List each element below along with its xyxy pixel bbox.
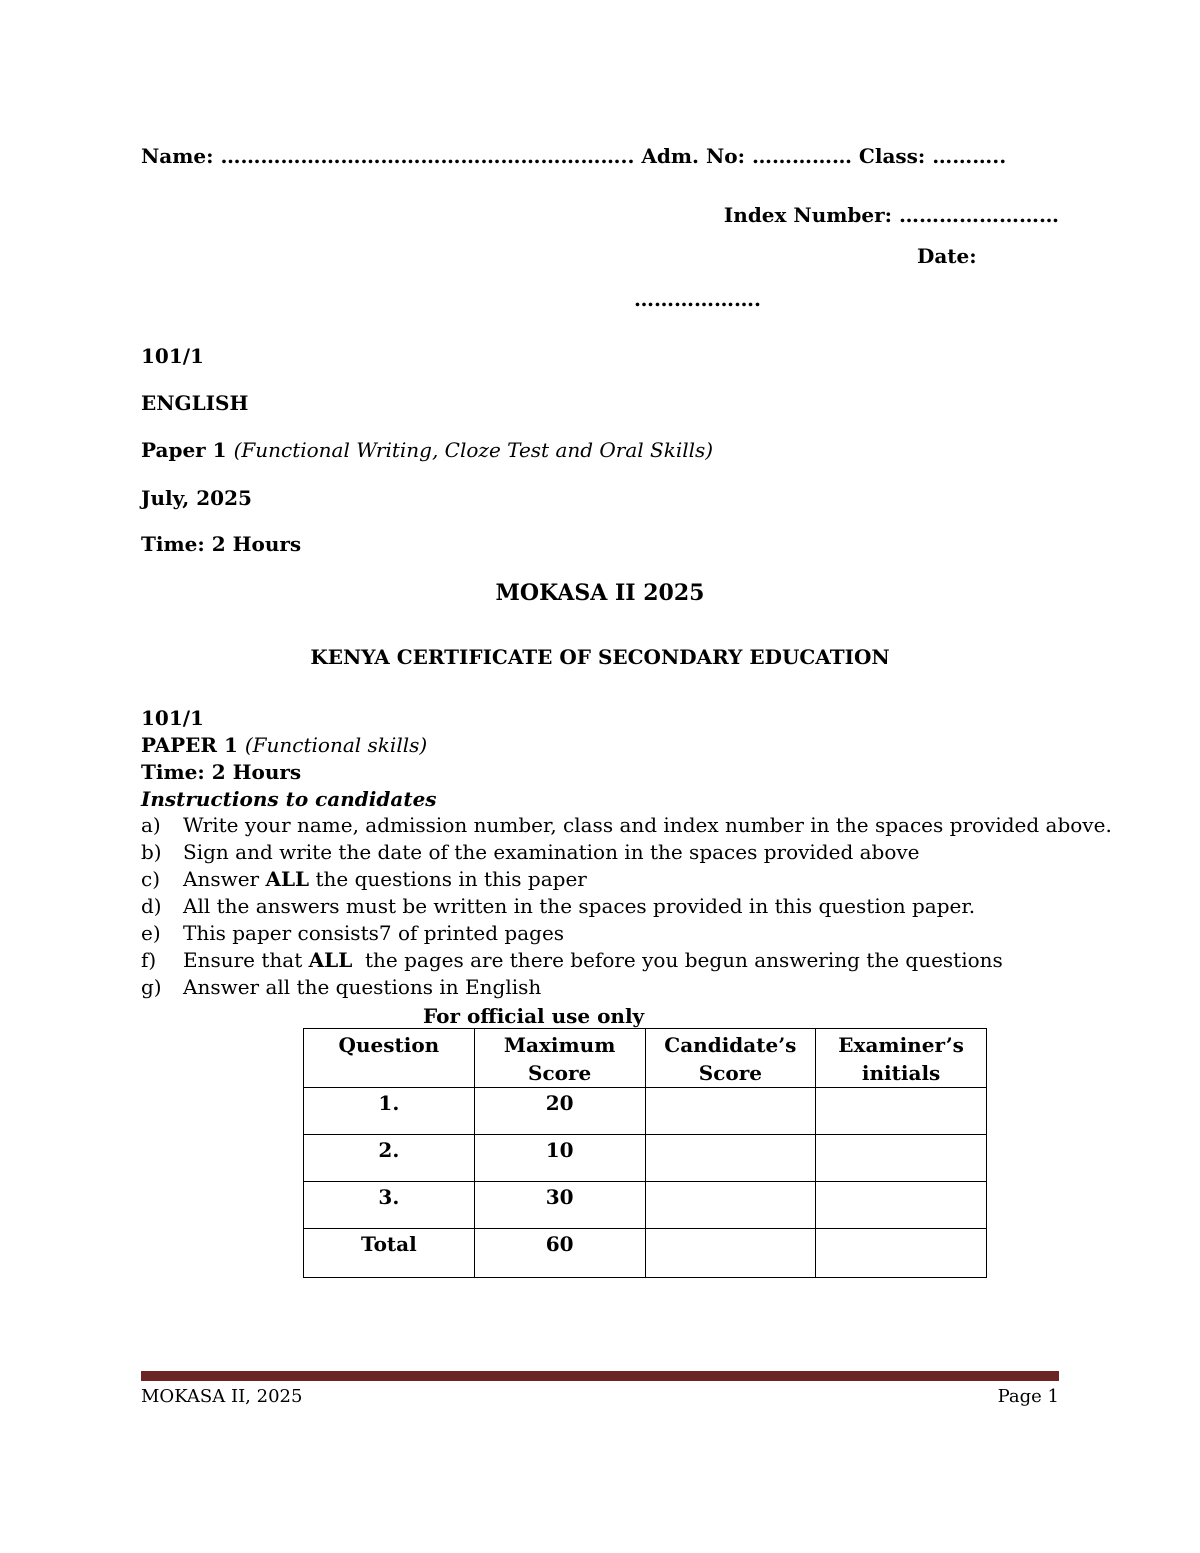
item-text: This paper consists7 of printed pages bbox=[183, 921, 565, 945]
table-row bbox=[304, 1088, 987, 1135]
date-label: Date: bbox=[917, 244, 977, 268]
paper-description: (Functional Writing, Cloze Test and Oral Skills) bbox=[233, 438, 714, 462]
class-field[interactable]: ……….. bbox=[932, 144, 1007, 168]
instructions-list bbox=[141, 812, 1112, 1001]
details-paper-label: PAPER 1 bbox=[141, 733, 238, 757]
exam-title: MOKASA II 2025 bbox=[495, 580, 705, 606]
footer-exam-name: MOKASA II, 2025 bbox=[141, 1386, 303, 1407]
item-letter: c) bbox=[141, 867, 161, 891]
details-time: Time: 2 Hours bbox=[141, 760, 302, 784]
subject-name: ENGLISH bbox=[141, 391, 249, 415]
header-candidate-score: Candidate’s Score bbox=[645, 1029, 816, 1088]
item-letter: e) bbox=[141, 921, 161, 945]
cell-candidate-score[interactable] bbox=[645, 1229, 816, 1278]
cell-max-score: 10 bbox=[474, 1135, 645, 1182]
candidate-info-line bbox=[141, 144, 1006, 168]
item-text: Sign and write the date of the examination in the spaces provided above bbox=[183, 840, 920, 864]
footer-divider bbox=[141, 1371, 1059, 1381]
header-maximum-score: Maximum Score bbox=[474, 1029, 645, 1088]
cell-max-score: 60 bbox=[474, 1229, 645, 1278]
list-item bbox=[141, 812, 1112, 839]
list-item bbox=[141, 920, 1061, 947]
item-letter: a) bbox=[141, 813, 161, 837]
details-paper-description: (Functional skills) bbox=[244, 733, 428, 757]
name-label: Name: bbox=[141, 144, 214, 168]
item-text: Write your name, admission number, class and index number in the spaces provided above. bbox=[183, 813, 1112, 837]
list-item bbox=[141, 893, 1061, 920]
cell-examiner-initials[interactable] bbox=[816, 1182, 987, 1229]
cell-question: 3. bbox=[304, 1182, 475, 1229]
exam-date: July, 2025 bbox=[141, 486, 252, 510]
cell-question: 1. bbox=[304, 1088, 475, 1135]
index-field[interactable]: …………………… bbox=[899, 203, 1059, 227]
adm-field[interactable]: …………… bbox=[751, 144, 852, 168]
item-letter: b) bbox=[141, 840, 162, 864]
paper-code: 101/1 bbox=[141, 344, 204, 368]
cell-max-score: 30 bbox=[474, 1182, 645, 1229]
index-number-line bbox=[724, 203, 1059, 227]
list-item bbox=[141, 866, 1061, 893]
item-text: Ensure that ALL the pages are there before you begun answering the questions bbox=[183, 948, 1003, 972]
cell-examiner-initials[interactable] bbox=[816, 1229, 987, 1278]
list-item bbox=[141, 974, 1061, 1001]
date-field[interactable]: ………………. bbox=[634, 287, 761, 311]
instructions-heading: Instructions to candidates bbox=[141, 787, 437, 811]
table-row-total bbox=[304, 1229, 987, 1278]
name-field[interactable]: …………………………………………………….. bbox=[220, 144, 635, 168]
header-examiner-initials: Examiner’s initials bbox=[816, 1029, 987, 1088]
cell-candidate-score[interactable] bbox=[645, 1135, 816, 1182]
cell-candidate-score[interactable] bbox=[645, 1182, 816, 1229]
details-paper bbox=[141, 733, 427, 757]
certificate-title: KENYA CERTIFICATE OF SECONDARY EDUCATION bbox=[310, 645, 890, 669]
header-question: Question bbox=[304, 1029, 475, 1088]
footer-page-number: Page 1 bbox=[997, 1386, 1059, 1407]
item-text: Answer ALL the questions in this paper bbox=[183, 867, 587, 891]
cell-max-score: 20 bbox=[474, 1088, 645, 1135]
list-item bbox=[141, 947, 1061, 974]
item-text: All the answers must be written in the spaces provided in this question paper. bbox=[183, 894, 976, 918]
item-text: Answer all the questions in English bbox=[183, 975, 542, 999]
item-letter: d) bbox=[141, 894, 162, 918]
table-row bbox=[304, 1182, 987, 1229]
table-row bbox=[304, 1135, 987, 1182]
item-letter: f) bbox=[141, 948, 157, 972]
adm-label: Adm. No: bbox=[641, 144, 745, 168]
paper-title bbox=[141, 438, 713, 462]
details-code: 101/1 bbox=[141, 706, 204, 730]
table-caption: For official use only bbox=[423, 1004, 645, 1028]
cell-examiner-initials[interactable] bbox=[816, 1135, 987, 1182]
table-header-row bbox=[304, 1029, 987, 1088]
exam-time: Time: 2 Hours bbox=[141, 532, 302, 556]
class-label: Class: bbox=[858, 144, 926, 168]
cell-question: Total bbox=[304, 1229, 475, 1278]
cell-question: 2. bbox=[304, 1135, 475, 1182]
cell-examiner-initials[interactable] bbox=[816, 1088, 987, 1135]
index-label: Index Number: bbox=[723, 203, 893, 227]
score-table bbox=[303, 1028, 987, 1278]
paper-label: Paper 1 bbox=[141, 438, 227, 462]
list-item bbox=[141, 839, 1061, 866]
item-letter: g) bbox=[141, 975, 162, 999]
cell-candidate-score[interactable] bbox=[645, 1088, 816, 1135]
